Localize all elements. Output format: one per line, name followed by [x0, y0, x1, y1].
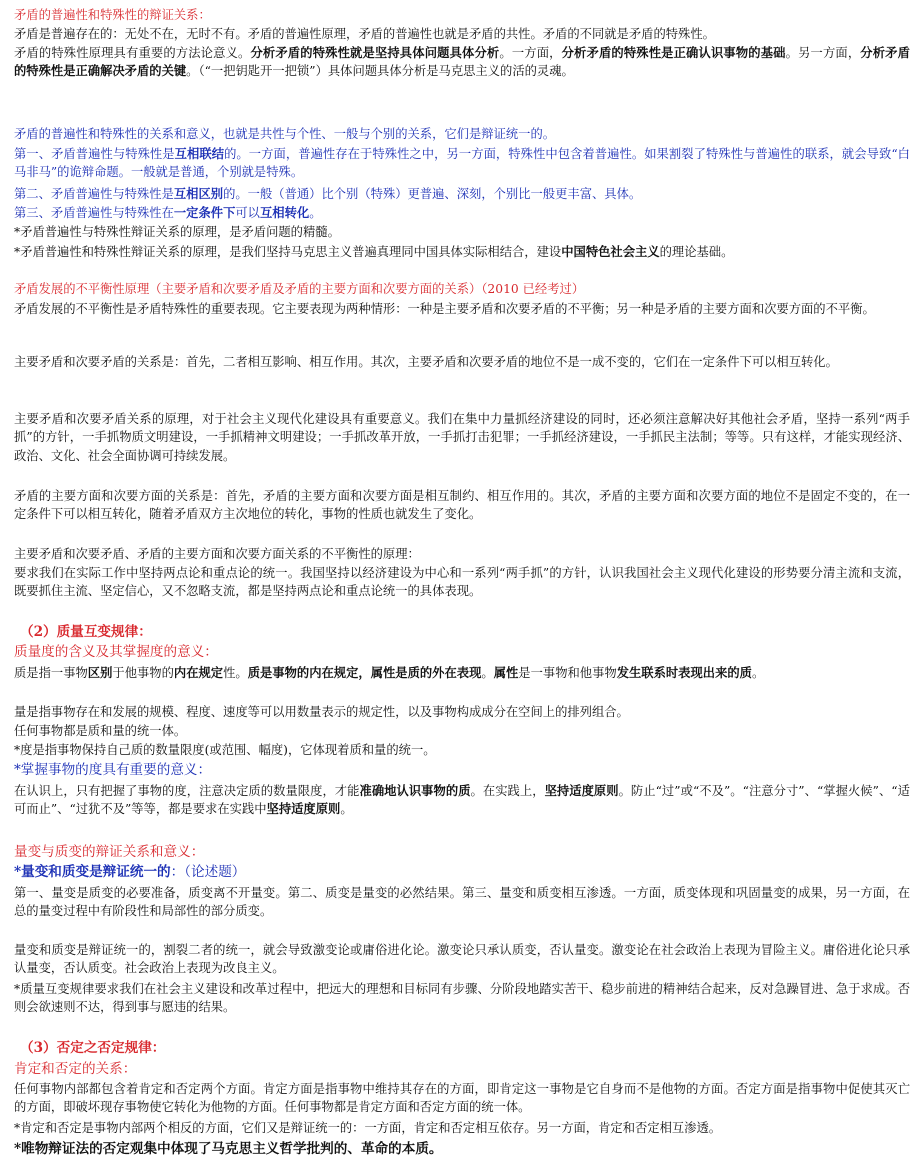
- bold-span: 分析矛盾的特殊性就是坚持具体问题具体分析: [250, 45, 500, 60]
- text-span: 第一、矛盾普遍性与特殊性是: [14, 147, 175, 161]
- text-span: 性。: [223, 666, 248, 680]
- heading-quantity-quality: [20, 623, 910, 641]
- paragraph-imbalance-forms: 矛盾发展的不平衡性是矛盾特殊性的重要表现。它主要表现为两种情形：一种是主要矛盾和次要矛盾的不平衡；另一种是矛盾的主要方面和次要方面的不平衡。: [14, 302, 875, 316]
- paragraph-catastrophism: 量变和质变是辩证统一的，割裂二者的统一，就会导致激变论或庸俗进化论。激变论只承认质变，否认量变。激变论在社会政治上表现为冒险主义。庸俗进化论只承认量变，否认质变。社会政治上表现为改良主义。: [14, 943, 910, 976]
- text-span: ：（论述题）: [170, 864, 246, 880]
- subheading-affirmation-negation: 肯定和否定的关系：: [14, 1061, 137, 1077]
- text-span: 。: [340, 802, 353, 817]
- bold-span: 质是事物的内在规定，属性是质的外在表现: [247, 665, 482, 680]
- bold-span: *: [14, 864, 22, 880]
- subheading-dialectical-unity: [14, 863, 910, 881]
- section-title-universality-particularity: 矛盾的普遍性和特殊性的辩证关系：: [14, 8, 211, 22]
- paragraph-particularity: [14, 44, 910, 81]
- text-span: 。: [309, 206, 322, 220]
- bold-span: 互相转化: [259, 205, 310, 220]
- bold-span: 坚持适度原则: [544, 783, 619, 798]
- text-span: 。（“一把钥匙开一把锁”）具体问题具体分析是马克思主义的活的灵魂。: [186, 64, 574, 79]
- subheading-degree-significance: *掌握事物的度具有重要的意义：: [14, 762, 212, 778]
- text-span: 。一方面，: [499, 46, 562, 60]
- text-span: 矛盾的特殊性原理具有重要的方法论意义。: [14, 46, 251, 60]
- paragraph-three-points: 第一、量变是质变的必要准备，质变离不开量变。第二、质变是量变的必然结果。第三、量变和质变相互渗透。一方面，质变体现和巩固量变的成果，另一方面，在总的量变过程中有阶段性和局部性的部分质变。: [14, 886, 910, 919]
- text-span: *矛盾普遍性和特殊性辩证关系的原理，是我们坚持马克思主义普遍真理同中国具体实际相结合，建设: [14, 245, 562, 259]
- paragraph-principal-secondary: 主要矛盾和次要矛盾的关系是：首先，二者相互影响、相互作用。其次，主要矛盾和次要矛盾的地位不是一成不变的，它们在一定条件下可以相互转化。: [14, 355, 838, 369]
- text-span: 质是指一事物: [14, 666, 88, 680]
- text-span: 的。一般（普通）比个别（特殊）更普遍、深刻，个别比一般更丰富、具体。: [223, 187, 642, 201]
- paragraph-universality: 矛盾是普遍存在的：无处不在，无时不有。矛盾的普遍性原理，矛盾的普遍性也就是矛盾的共性。矛盾的不同就是矛盾的特殊性。: [14, 27, 715, 41]
- paragraph-materialist-view: [14, 1140, 910, 1158]
- bold-span: 分析矛盾的特殊性是正确认识事物的基础: [561, 45, 786, 60]
- text-span: 。另一方面，: [785, 46, 861, 60]
- text-span: 。在实践上，: [470, 784, 545, 798]
- paragraph-point-one: [14, 145, 910, 182]
- paragraph-aspects: 矛盾的主要方面和次要方面的关系是：首先，矛盾的主要方面和次要方面是相互制约、相互作用的。其次，矛盾的主要方面和次要方面的地位不是固定不变的，在一定条件下可以相互转化，随着矛盾双方主次地位的转化，事物的性质也就发生了变化。: [14, 489, 910, 522]
- bold-span: （3）否定之否定规律：: [20, 1040, 166, 1056]
- paragraph-imbalance-principle: 主要矛盾和次要矛盾、矛盾的主要方面和次要方面关系的不平衡性的原理：: [14, 547, 420, 561]
- paragraph-two-points: 要求我们在实际工作中坚持两点论和重点论的统一。我国坚持以经济建设为中心和一系列“两手抓”的方针，认识我国社会主义现代化建设的形势要分清主流和支流，既要抓住主流、坚定信心，又不忽略支流，都是坚持两点论和重点论统一的具体表现。: [14, 566, 910, 599]
- bold-span: （2）质量互变规律：: [20, 624, 152, 640]
- text-span: 。: [751, 666, 765, 680]
- text-span: 第二、矛盾普遍性与特殊性是: [14, 187, 174, 201]
- bold-span: 内在规定: [173, 665, 224, 680]
- text-span: 。防止“过”或“不及”。“注意分寸”、“掌握火候”、“适可而止”、“过犹不及”等等，都是要求在实践中: [14, 784, 910, 817]
- bold-span: 属性: [493, 665, 519, 680]
- paragraph-relation-intro: 矛盾的普遍性和特殊性的关系和意义，也就是共性与个性、一般与个别的关系，它们是辩证统一的。: [14, 127, 556, 141]
- paragraph-quality: [14, 664, 910, 682]
- bold-span: 量变和质变是辩证统一的: [21, 864, 171, 880]
- bold-span: 坚持适度原则: [266, 801, 341, 817]
- paragraph-unity: 任何事物都是质和量的统一体。: [14, 724, 187, 738]
- bold-span: 准确地认识事物的质: [359, 783, 471, 798]
- text-span: 的。一方面，普遍性存在于特殊性之中，另一方面，特殊性中包含着普遍性。如果割裂了特殊性与普遍性的联系，就会导致“白马非马”的诡辩命题。一般就是普通，个别就是特殊。: [14, 147, 910, 180]
- text-span: 第三、矛盾普遍性与特殊性在: [14, 206, 174, 220]
- bold-span: 区别: [87, 665, 113, 680]
- section-title-imbalance: 矛盾发展的不平衡性原理（主要矛盾和次要矛盾及矛盾的主要方面和次要方面的关系）（2010 已经考过）: [14, 282, 585, 296]
- text-span: 的理论基础。: [659, 245, 734, 259]
- paragraph-aspects-of-things: 任何事物内部都包含着肯定和否定两个方面。肯定方面是指事物中维持其存在的方面，即肯定这一事物是它自身而不是他物的方面。否定方面是指事物中促使其灭亡的方面，即破坏现存事物使它转化为他物的方面。任何事物都是肯定方面和否定方面的统一体。: [14, 1082, 910, 1115]
- section-title-quantitative-qualitative: 量变与质变的辩证关系和意义：: [14, 844, 205, 860]
- paragraph-modernization: 主要矛盾和次要矛盾关系的原理，对于社会主义现代化建设具有重要意义。我们在集中力量抓经济建设的同时，还必须注意解决好其他社会矛盾，坚持一系列“两手抓”的方针，一手抓物质文明建设，一手抓精神文明建设；一手抓改革开放，一手抓打击犯罪；一手抓经济建设，一手抓民主法制；等等。只有这样，才能实现经济、政治、文化、社会全面协调可持续发展。: [14, 412, 910, 463]
- paragraph-point-two: [14, 185, 910, 203]
- text-span: 在认识上，只有把握了事物的度，注意决定质的数量限度，才能: [14, 784, 360, 798]
- text-span: 可以: [235, 206, 260, 220]
- paragraph-interdependence: *肯定和否定是事物内部两个相反的方面，它们又是辩证统一的：一方面，肯定和否定相互依存。另一方面，肯定和否定相互渗透。: [14, 1121, 722, 1135]
- bold-span: 互相联结: [174, 146, 225, 161]
- subheading-measure: 质量度的含义及其掌握度的意义：: [14, 644, 218, 660]
- text-span: 于他事物的: [112, 666, 174, 680]
- bold-span: 中国特色社会主义: [561, 244, 660, 259]
- note-theory-basis: [14, 243, 910, 261]
- text-span: 是一事物和他事物: [518, 666, 617, 680]
- bold-span: 发生联系时表现出来的质: [616, 665, 752, 680]
- paragraph-law-requirement: *质量互变规律要求我们在社会主义建设和改革过程中，把远大的理想和目标同有步骤、分阶段地踏实苦干、稳步前进的精神结合起来，反对急躁冒进、急于求成。否则会欲速则不达，得到事与愿违的结果。: [14, 982, 910, 1015]
- heading-negation-of-negation: [20, 1039, 910, 1057]
- paragraph-degree-significance: [14, 782, 910, 819]
- bold-span: 一定条件下: [173, 205, 236, 220]
- bold-span: 分析矛盾的特殊性是正确解决矛盾的关键: [14, 45, 910, 79]
- bold-span: 互相区别: [173, 186, 224, 201]
- paragraph-degree: *度是指事物保持自己质的数量限度(或范围、幅度)，它体现着质和量的统一。: [14, 743, 436, 757]
- bold-span: *唯物辩证法的否定观集中体现了马克思主义哲学批判的、革命的本质。: [14, 1141, 443, 1157]
- text-span: 。: [481, 666, 494, 680]
- paragraph-quantity: 量是指事物存在和发展的规模、程度、速度等可以用数量表示的规定性，以及事物构成成分在空间上的排列组合。: [14, 705, 629, 719]
- note-essence: *矛盾普遍性与特殊性辩证关系的原理，是矛盾问题的精髓。: [14, 225, 340, 239]
- paragraph-point-three: [14, 204, 910, 222]
